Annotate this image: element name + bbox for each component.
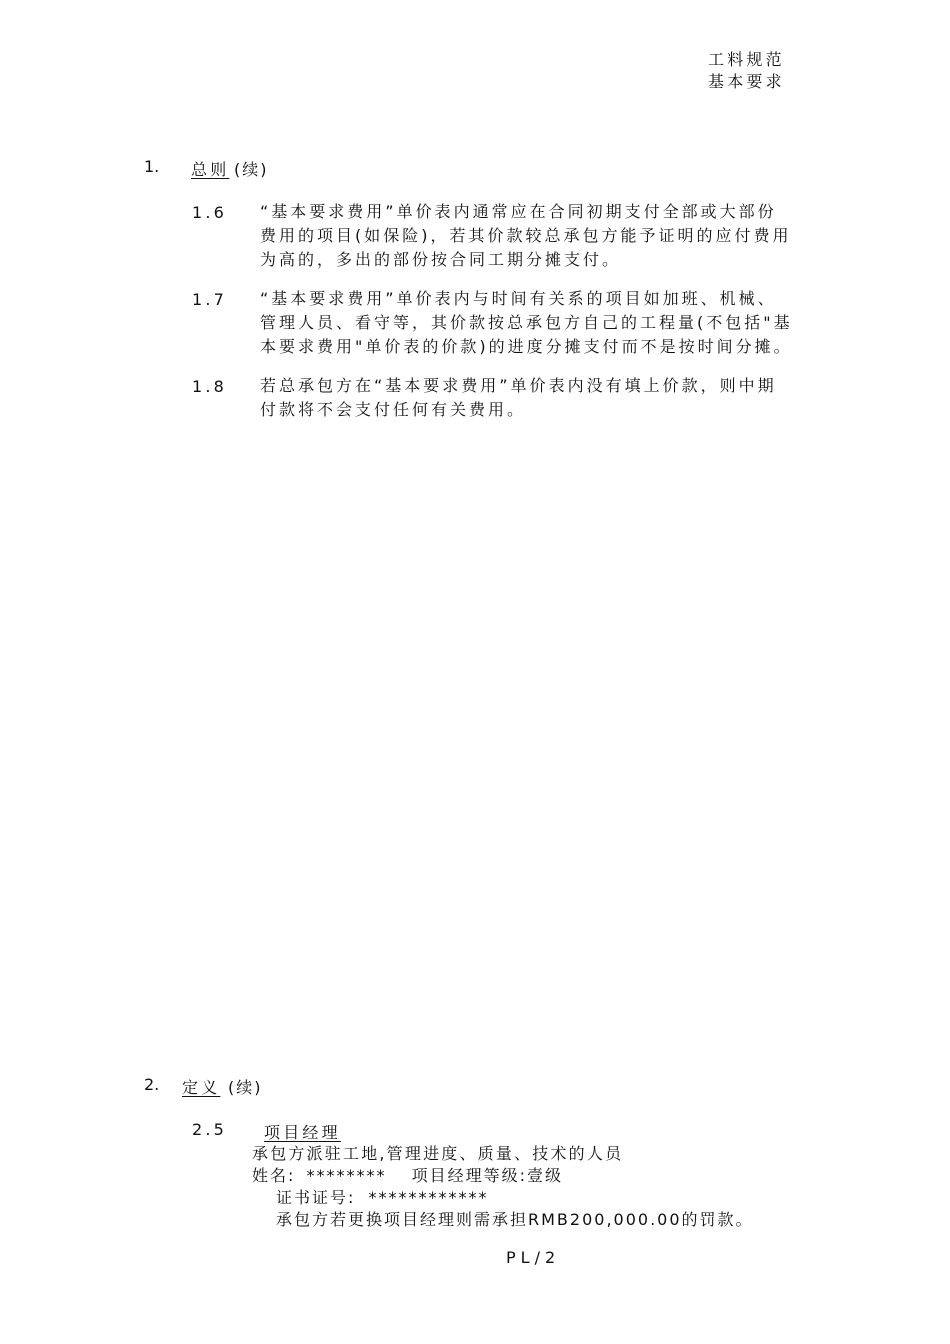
item-1-7-text xyxy=(260,287,872,359)
grade-label: 项目经理等级: xyxy=(411,1166,527,1185)
name-label: 姓名: xyxy=(252,1166,296,1185)
header-line-1: 工料规范 xyxy=(708,50,785,69)
page-number: PL/2 xyxy=(506,1248,561,1267)
certificate-row xyxy=(276,1185,489,1208)
section-1-heading xyxy=(144,157,269,179)
item-1-8-number: 1.8 xyxy=(192,377,228,396)
item-2-5-number: 2.5 xyxy=(192,1120,228,1139)
item-1-8-text xyxy=(260,374,872,422)
section-2-suffix: (续) xyxy=(228,1078,263,1097)
text-line: 费用的项目(如保险)，若其价款较总承包方能予证明的应付费用 xyxy=(260,226,792,245)
item-1-6-number: 1.6 xyxy=(192,203,228,222)
text-line: 付款将不会支付任何有关费用。 xyxy=(260,400,527,419)
text-line: 为高的，多出的部份按合同工期分摊支付。 xyxy=(260,250,622,269)
grade-value: 壹级 xyxy=(527,1166,564,1185)
item-2-5-title: 项目经理 xyxy=(264,1123,341,1142)
text-line: 若总承包方在“基本要求费用”单价表内没有填上价款，则中期 xyxy=(260,376,777,395)
section-2-heading xyxy=(144,1075,263,1097)
section-2-number: 2. xyxy=(144,1075,160,1094)
text-line: “基本要求费用”单价表内与时间有关系的项目如加班、机械、 xyxy=(260,289,777,308)
name-and-grade-row xyxy=(252,1163,563,1186)
item-1-6-text xyxy=(260,200,872,272)
section-1-title: 总则 xyxy=(191,160,230,179)
header-line-2: 基本要求 xyxy=(708,72,785,91)
name-value: ******** xyxy=(306,1166,387,1185)
text-line: “基本要求费用”单价表内通常应在合同初期支付全部或大部份 xyxy=(260,202,777,221)
certificate-value: ************ xyxy=(368,1188,489,1207)
text-line: 本要求费用"单价表的价款)的进度分摊支付而不是按时间分摊。 xyxy=(260,337,793,356)
section-1-number: 1. xyxy=(144,157,160,176)
text-line: 管理人员、看守等，其价款按总承包方自己的工程量(不包括"基 xyxy=(260,313,793,332)
item-1-7-number: 1.7 xyxy=(192,290,228,309)
item-2-5-description: 承包方派驻工地,管理进度、质量、技术的人员 xyxy=(252,1144,624,1163)
certificate-label: 证书证号: xyxy=(276,1188,356,1207)
penalty-text: 承包方若更换项目经理则需承担RMB200,000.00的罚款。 xyxy=(276,1210,754,1229)
section-1-suffix: (续) xyxy=(234,160,269,179)
section-2-title: 定义 xyxy=(182,1078,221,1097)
